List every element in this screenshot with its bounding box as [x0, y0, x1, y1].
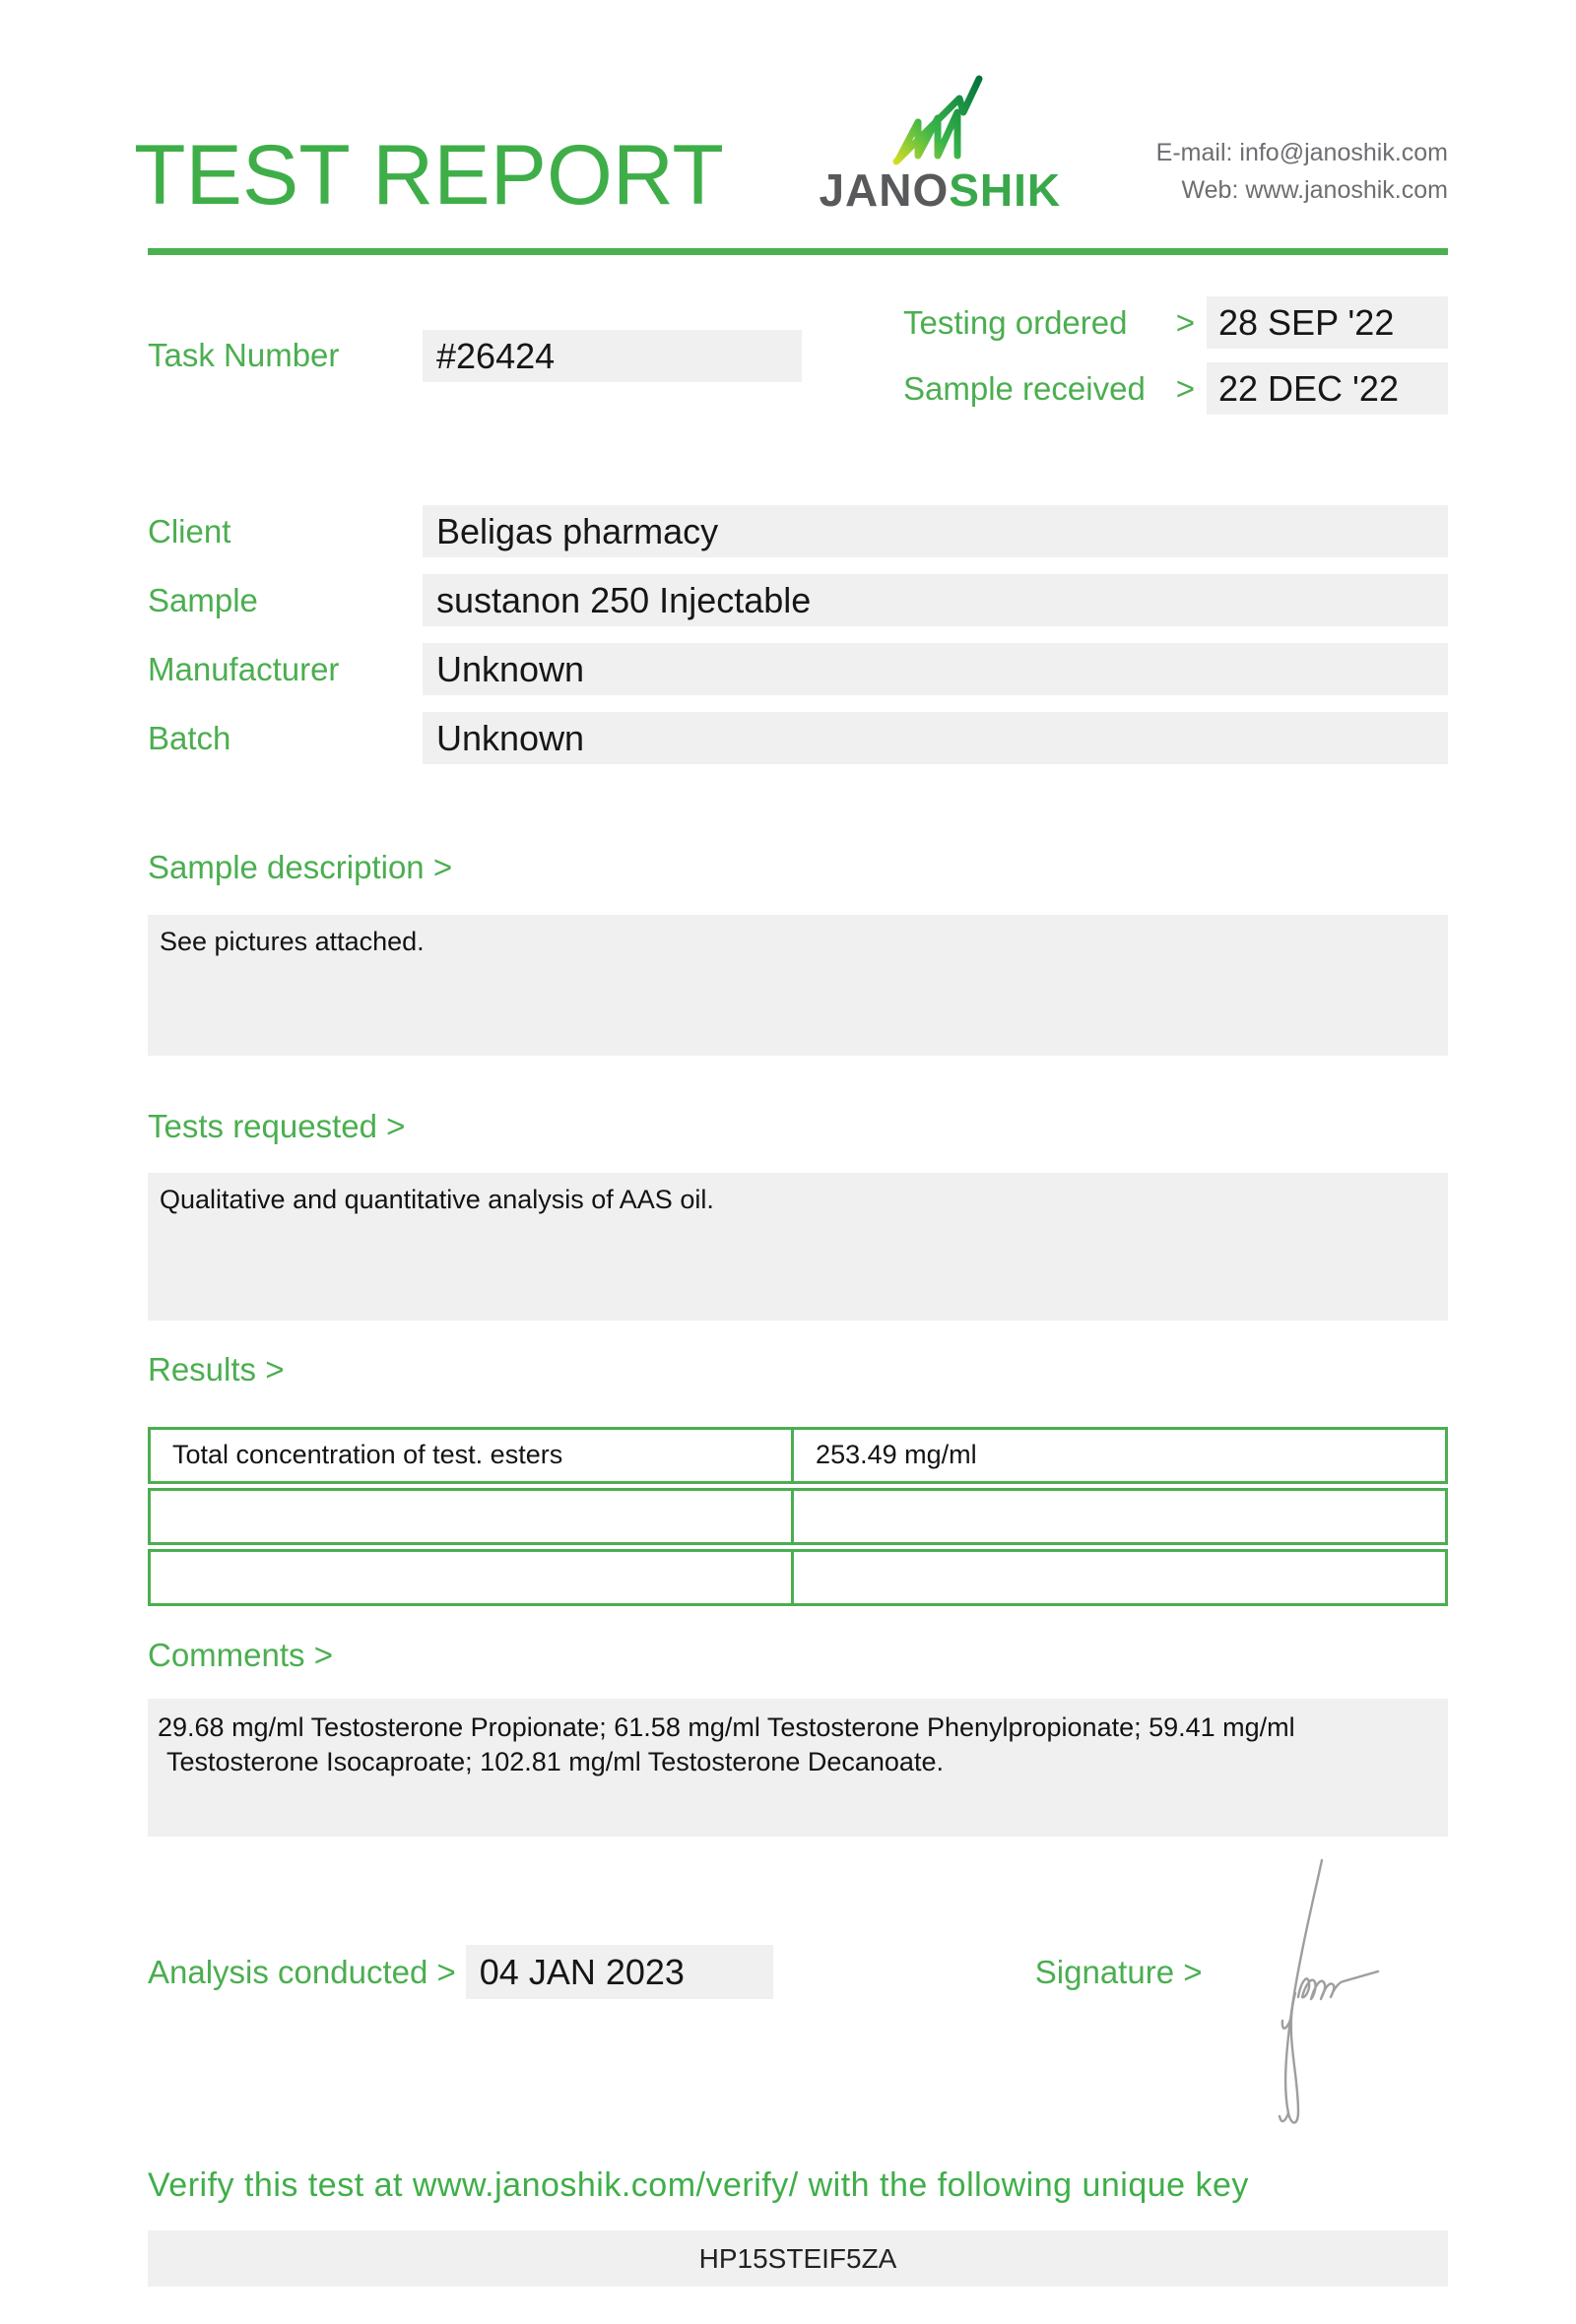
client-value: Beligas pharmacy	[423, 505, 1448, 557]
report-header	[134, 65, 1448, 223]
comments-box	[148, 1699, 1448, 1837]
page-title: TEST REPORT	[134, 127, 724, 223]
sample-description-text: See pictures attached.	[160, 926, 425, 956]
contact-info	[1156, 135, 1448, 215]
arrow-glyph: >	[1175, 369, 1195, 407]
manufacturer-label: Manufacturer	[148, 650, 340, 687]
janoshik-logo	[819, 73, 1061, 215]
signature-label: Signature >	[1034, 1953, 1203, 1990]
table-row	[148, 1549, 1448, 1606]
result-value-cell: 253.49 mg/ml	[816, 1440, 977, 1470]
analysis-section	[148, 1945, 1448, 1999]
detail-row-manufacturer	[148, 643, 1448, 695]
sample-description-box	[148, 915, 1448, 1056]
result-name-cell: Total concentration of test. esters	[151, 1430, 794, 1481]
testing-ordered-label	[903, 304, 1195, 342]
contact-email-line	[1156, 135, 1448, 172]
results-table	[148, 1427, 1448, 1606]
contact-web-line	[1156, 172, 1448, 210]
tests-requested-text: Qualitative and quantitative analysis of AAS oil.	[160, 1185, 714, 1215]
task-number-row	[148, 296, 802, 415]
comments-line: Testosterone Isocaproate; 102.81 mg/ml Testosterone Decanoate.	[166, 1747, 944, 1777]
analysis-date-value: 04 JAN 2023	[466, 1945, 773, 1999]
header-divider	[148, 248, 1448, 255]
logo-wordmark	[819, 164, 1062, 216]
web-label: Web:	[1181, 175, 1239, 204]
sample-received-row	[903, 362, 1448, 415]
task-number-value: #26424	[423, 330, 802, 382]
sample-received-text: Sample received	[903, 369, 1146, 407]
table-row	[148, 1427, 1448, 1484]
sample-value: sustanon 250 Injectable	[423, 574, 1448, 626]
client-label: Client	[148, 512, 231, 549]
result-value-cell	[794, 1552, 1445, 1603]
testing-ordered-value: 28 SEP '22	[1207, 296, 1448, 349]
details-section	[148, 505, 1448, 764]
detail-row-sample	[148, 574, 1448, 626]
logo-chart-icon	[890, 73, 989, 165]
testing-ordered-text: Testing ordered	[903, 303, 1128, 341]
sample-description-heading: Sample description >	[148, 849, 453, 885]
analysis-conducted-label: Analysis conducted >	[148, 1953, 456, 1990]
arrow-glyph: >	[1175, 303, 1195, 341]
tests-requested-box	[148, 1173, 1448, 1321]
task-number-label: Task Number	[148, 337, 340, 373]
email-label: E-mail:	[1155, 139, 1233, 166]
sample-received-label	[903, 370, 1195, 408]
dates-group	[903, 296, 1448, 415]
contact-web: www.janoshik.com	[1245, 175, 1448, 204]
verify-instruction: Verify this test at www.janoshik.com/verify/ with the following unique key	[148, 2166, 1249, 2205]
logo-text-jano: JANO	[819, 164, 950, 216]
testing-ordered-row	[903, 296, 1448, 349]
table-row	[148, 1488, 1448, 1545]
meta-section	[148, 296, 1448, 415]
result-name-cell	[151, 1552, 794, 1603]
contact-email: info@janoshik.com	[1239, 139, 1448, 166]
detail-row-client	[148, 505, 1448, 557]
comments-line: 29.68 mg/ml Testosterone Propionate; 61.58 mg/ml Testosterone Phenylpropionate; 59.41 mg/ml	[158, 1712, 1295, 1743]
detail-row-batch	[148, 712, 1448, 764]
comments-heading: Comments >	[148, 1636, 333, 1673]
tests-requested-heading: Tests requested >	[148, 1107, 406, 1144]
sample-label: Sample	[148, 581, 258, 618]
logo-text-shik: SHIK	[949, 164, 1062, 216]
verify-key-box: HP15STEIF5ZA	[148, 2230, 1448, 2287]
batch-label: Batch	[148, 719, 231, 756]
result-name-cell	[151, 1491, 794, 1542]
manufacturer-value: Unknown	[423, 643, 1448, 695]
results-heading: Results >	[148, 1351, 285, 1388]
sample-received-value: 22 DEC '22	[1207, 362, 1448, 415]
result-value-cell	[794, 1491, 1445, 1542]
batch-value: Unknown	[423, 712, 1448, 764]
